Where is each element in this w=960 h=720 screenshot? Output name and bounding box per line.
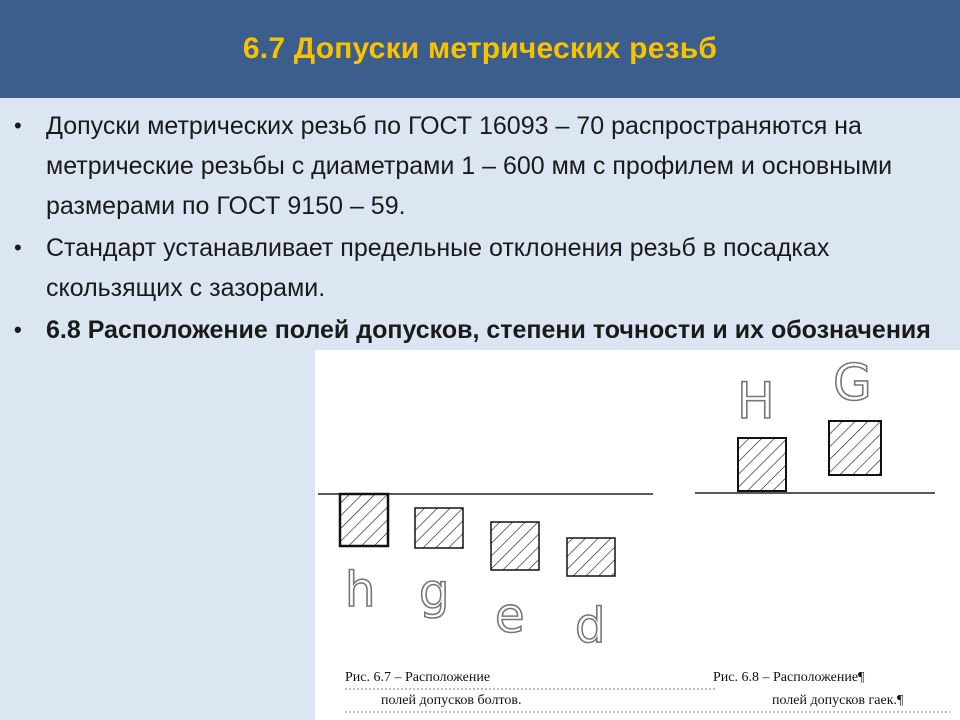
- bolt-label-h: h: [345, 562, 376, 618]
- bullet-text: Стандарт устанавливает предельные отклонения резьб в посадках скользящих с зазорами.: [46, 234, 830, 302]
- bolt-label-g: g: [419, 564, 450, 620]
- nut-label-G: G: [833, 354, 872, 412]
- bullet-item: [10, 310, 955, 350]
- bullet-dot-icon: •: [14, 317, 22, 342]
- tolerance-diagram: [315, 350, 960, 720]
- bullet-item: [10, 106, 955, 226]
- bullet-text: 6.8 Расположение полей допусков, степени точности и их обозначения: [46, 316, 931, 344]
- bullet-list: [10, 106, 955, 352]
- bullet-text: Допуски метрических резьб по ГОСТ 16093 – 70 распространяются на метрические резьбы с диаметрами 1 – 600 мм с профилем и основными размерами по ГОСТ 9150 – 59.: [46, 112, 893, 220]
- tolerance-figure: [315, 350, 960, 720]
- bullet-dot-icon: •: [14, 235, 22, 260]
- bolt-field-d: [567, 538, 615, 576]
- caption-bolts-line1: Рис. 6.7 – Расположение: [345, 670, 491, 685]
- nut-label-H: H: [737, 372, 775, 430]
- bolt-field-h: [340, 494, 388, 546]
- nut-field-H: [738, 438, 786, 491]
- caption-nuts-line2: полей допусков гаек.¶: [772, 693, 904, 708]
- caption-nuts-line1: Рис. 6.8 – Расположение¶: [713, 670, 865, 685]
- nut-field-G: [829, 421, 881, 475]
- slide-title: 6.7 Допуски метрических резьб: [242, 32, 718, 65]
- bullet-item: [10, 228, 955, 308]
- bolt-field-g: [415, 508, 463, 548]
- bolt-field-e: [491, 522, 539, 570]
- bullet-dot-icon: •: [14, 113, 22, 138]
- bolt-label-d: d: [575, 598, 606, 654]
- bolt-label-e: e: [495, 588, 525, 644]
- title-bar: [0, 0, 960, 98]
- caption-bolts-line2: полей допусков болтов.: [381, 693, 522, 708]
